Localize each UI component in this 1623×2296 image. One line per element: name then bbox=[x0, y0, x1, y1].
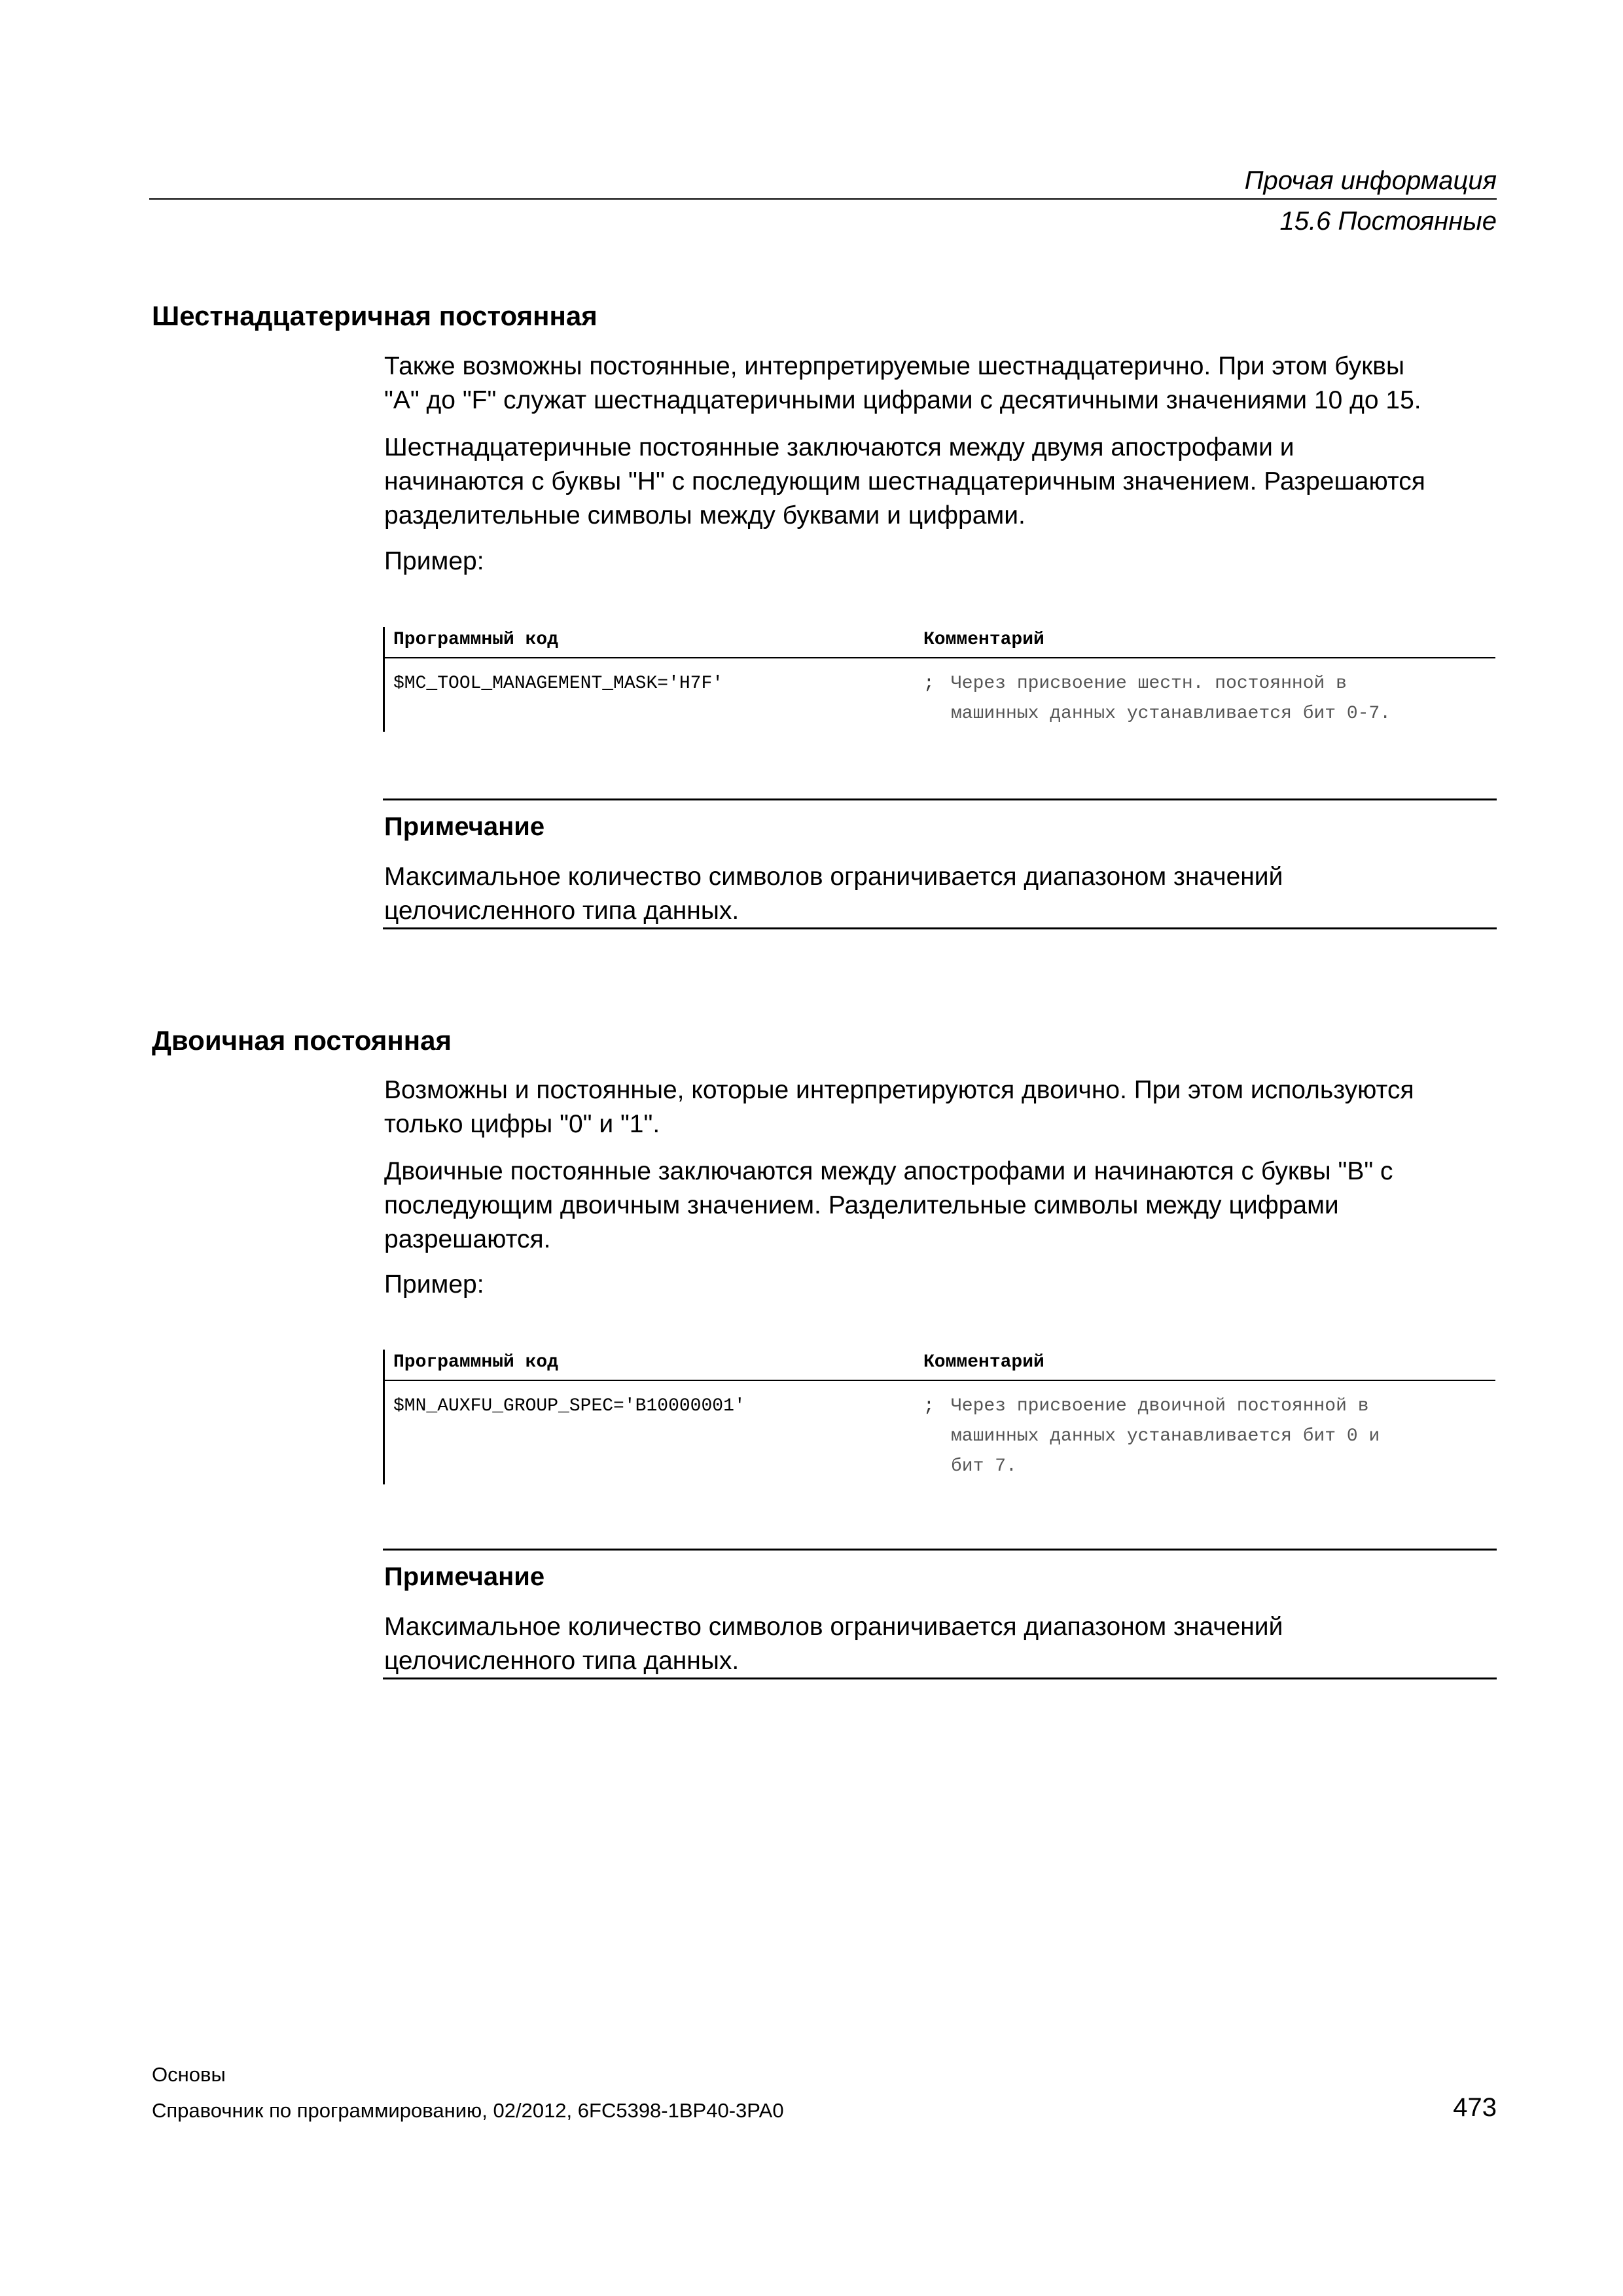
text-line: только цифры "0" и "1". bbox=[384, 1110, 660, 1138]
note-top-rule bbox=[383, 798, 1497, 800]
note-title: Примечание bbox=[384, 1562, 545, 1591]
note-bottom-rule bbox=[383, 1677, 1497, 1679]
column-header-comment: Комментарий bbox=[923, 630, 1044, 650]
table-header-rule bbox=[385, 657, 1495, 658]
text-line: Шестнадцатеричные постоянные заключаются между двумя апострофами и bbox=[384, 433, 1294, 461]
text-line: начинаются с буквы "H" с последующим шестнадцатеричным значением. Разрешаются bbox=[384, 467, 1425, 495]
code-comment bbox=[951, 669, 1391, 729]
hex-paragraph-1 bbox=[384, 350, 1503, 418]
header-rule bbox=[149, 198, 1497, 200]
note-body bbox=[384, 860, 1283, 928]
hex-code-table bbox=[383, 627, 1495, 732]
table-left-border bbox=[383, 1350, 385, 1484]
note-title: Примечание bbox=[384, 812, 545, 841]
table-left-border bbox=[383, 627, 385, 732]
text-line: целочисленного типа данных. bbox=[384, 1647, 740, 1675]
comment-semicolon: ; bbox=[923, 673, 935, 694]
note-body bbox=[384, 1610, 1283, 1678]
hex-paragraph-2 bbox=[384, 431, 1503, 533]
hex-note-box bbox=[383, 798, 1497, 931]
comment-line: бит 7. bbox=[951, 1456, 1017, 1477]
text-line: последующим двоичным значением. Разделительные символы между цифрами bbox=[384, 1191, 1339, 1219]
note-bottom-rule bbox=[383, 927, 1497, 929]
page-number: 473 bbox=[1453, 2093, 1497, 2122]
column-header-code: Программный код bbox=[393, 630, 559, 650]
code-comment bbox=[951, 1391, 1380, 1482]
program-code: $MC_TOOL_MANAGEMENT_MASK='H7F' bbox=[393, 673, 724, 694]
footer-document-title: Основы bbox=[152, 2063, 226, 2086]
program-code: $MN_AUXFU_GROUP_SPEC='B10000001' bbox=[393, 1396, 745, 1416]
binary-constant-heading: Двоичная постоянная bbox=[152, 1025, 452, 1056]
text-line: Двоичные постоянные заключаются между апострофами и начинаются с буквы "B" с bbox=[384, 1157, 1393, 1185]
text-line: разрешаются. bbox=[384, 1225, 551, 1253]
comment-line: машинных данных устанавливается бит 0 и bbox=[951, 1426, 1380, 1446]
text-line: Максимальное количество символов ограничивается диапазоном значений bbox=[384, 1613, 1283, 1641]
text-line: Возможны и постоянные, которые интерпретируются двоично. При этом используются bbox=[384, 1076, 1414, 1104]
hex-example-label: Пример: bbox=[384, 547, 484, 575]
column-header-comment: Комментарий bbox=[923, 1352, 1044, 1372]
text-line: Максимальное количество символов ограничивается диапазоном значений bbox=[384, 863, 1283, 891]
comment-line: Через присвоение шестн. постоянной в bbox=[951, 673, 1347, 694]
binary-code-table bbox=[383, 1350, 1495, 1484]
note-top-rule bbox=[383, 1549, 1497, 1551]
binary-paragraph-1 bbox=[384, 1073, 1503, 1141]
comment-semicolon: ; bbox=[923, 1396, 935, 1416]
text-line: "A" до "F" служат шестнадцатеричными цифрами с десятичными значениями 10 до 15. bbox=[384, 386, 1421, 414]
binary-example-label: Пример: bbox=[384, 1270, 484, 1299]
comment-line: машинных данных устанавливается бит 0-7. bbox=[951, 704, 1391, 724]
hex-constant-heading: Шестнадцатеричная постоянная bbox=[152, 300, 597, 331]
column-header-code: Программный код bbox=[393, 1352, 559, 1372]
binary-paragraph-2 bbox=[384, 1155, 1503, 1257]
comment-line: Через присвоение двоичной постоянной в bbox=[951, 1396, 1369, 1416]
running-header-section: 15.6 Постоянные bbox=[1279, 207, 1497, 236]
table-header-rule bbox=[385, 1380, 1495, 1381]
binary-note-box bbox=[383, 1549, 1497, 1681]
footer-reference: Справочник по программированию, 02/2012, 6FC5398-1BP40-3PA0 bbox=[152, 2099, 784, 2122]
text-line: Также возможны постоянные, интерпретируемые шестнадцатерично. При этом буквы bbox=[384, 352, 1405, 380]
text-line: целочисленного типа данных. bbox=[384, 897, 740, 925]
text-line: разделительные символы между буквами и цифрами. bbox=[384, 501, 1026, 529]
running-header-chapter: Прочая информация bbox=[1244, 166, 1497, 195]
